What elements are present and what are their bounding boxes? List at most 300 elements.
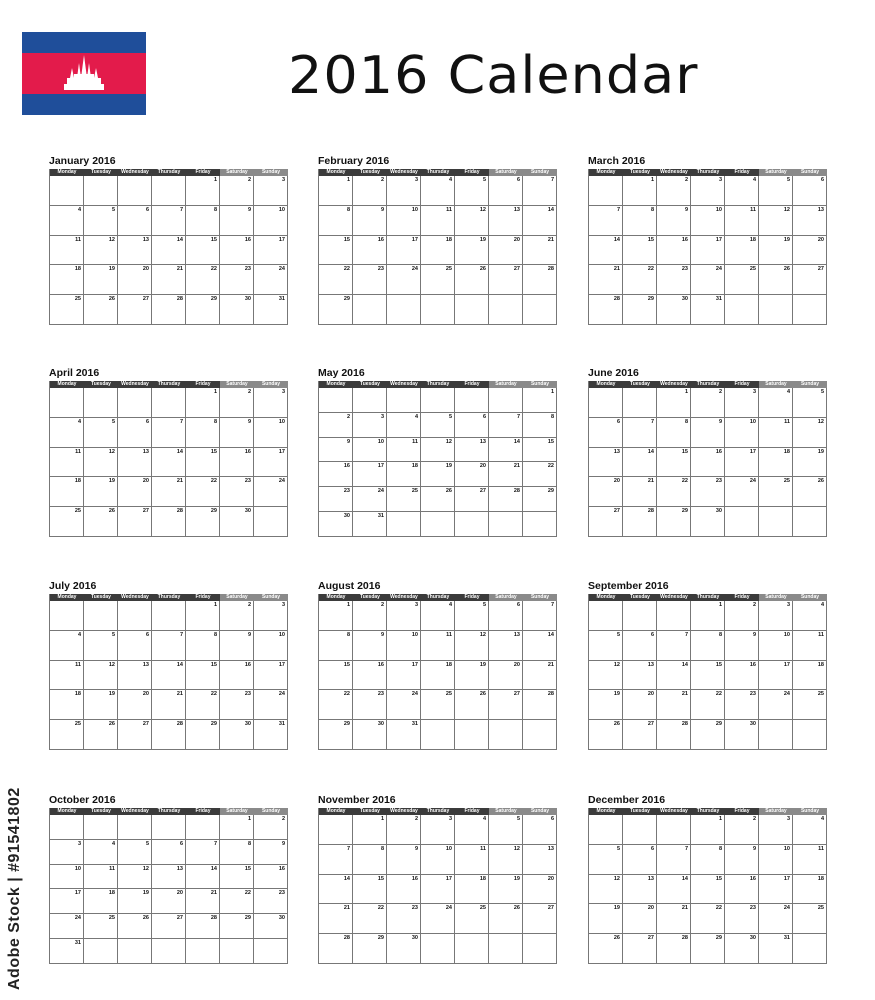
day-number: 7 <box>179 418 183 425</box>
day-cell <box>623 176 657 206</box>
day-cell <box>523 631 557 661</box>
day-number: 27 <box>547 905 554 912</box>
day-cell <box>186 865 220 890</box>
weekday-header: Tuesday <box>353 169 387 176</box>
day-cell <box>220 865 254 890</box>
day-number: 26 <box>479 691 486 698</box>
day-cell <box>254 601 288 631</box>
day-number: 29 <box>715 721 722 728</box>
day-cell <box>186 815 220 840</box>
day-cell <box>589 720 623 750</box>
day-cell <box>387 236 421 266</box>
day-number: 16 <box>244 448 251 455</box>
day-number: 13 <box>513 631 520 638</box>
day-cell <box>220 206 254 236</box>
day-cell <box>186 661 220 691</box>
day-cell <box>421 845 455 875</box>
day-cell <box>489 631 523 661</box>
day-number: 28 <box>613 296 620 303</box>
day-cell <box>387 413 421 438</box>
day-cell <box>319 438 353 463</box>
day-number: 20 <box>142 478 149 485</box>
day-number: 14 <box>176 661 183 668</box>
day-number: 22 <box>210 691 217 698</box>
day-cell <box>489 601 523 631</box>
day-number: 9 <box>718 418 722 425</box>
day-cell <box>152 388 186 418</box>
day-cell <box>589 601 623 631</box>
day-cell <box>623 236 657 266</box>
day-cell <box>220 914 254 939</box>
day-number: 23 <box>411 905 418 912</box>
day-number: 30 <box>715 508 722 515</box>
weekday-header: Monday <box>50 169 84 176</box>
day-cell <box>691 176 725 206</box>
day-number: 8 <box>213 418 217 425</box>
day-cell <box>623 388 657 418</box>
day-number: 1 <box>346 177 350 183</box>
day-number: 11 <box>480 845 486 852</box>
day-number: 28 <box>210 915 217 922</box>
day-number: 3 <box>380 413 384 420</box>
day-number: 29 <box>547 488 554 495</box>
day-cell <box>84 176 118 206</box>
day-cell <box>254 815 288 840</box>
day-number: 22 <box>715 691 722 698</box>
day-cell <box>489 295 523 325</box>
day-number: 24 <box>783 905 790 912</box>
day-number: 26 <box>479 266 486 273</box>
day-cell <box>759 176 793 206</box>
day-cell <box>353 176 387 206</box>
day-cell <box>84 507 118 537</box>
day-number: 14 <box>681 875 688 882</box>
day-cell <box>387 462 421 487</box>
day-number: 1 <box>213 389 217 395</box>
day-number: 15 <box>681 448 688 455</box>
day-cell <box>455 934 489 964</box>
day-cell <box>152 720 186 750</box>
day-cell <box>759 875 793 905</box>
month-title: February 2016 <box>318 155 390 167</box>
day-number: 22 <box>681 478 688 485</box>
weekday-header: Monday <box>50 381 84 388</box>
day-cell <box>186 388 220 418</box>
weekday-header: Thursday <box>152 381 186 388</box>
day-cell <box>254 265 288 295</box>
day-cell <box>657 206 691 236</box>
day-cell <box>691 875 725 905</box>
day-cell <box>657 265 691 295</box>
day-cell <box>489 438 523 463</box>
day-number: 6 <box>482 413 486 420</box>
day-number: 18 <box>445 236 452 243</box>
day-number: 22 <box>547 463 554 470</box>
day-cell <box>793 631 827 661</box>
day-cell <box>220 418 254 448</box>
day-number: 21 <box>176 691 183 698</box>
month-title: July 2016 <box>49 580 97 592</box>
day-cell <box>589 631 623 661</box>
day-cell <box>589 507 623 537</box>
day-cell <box>759 934 793 964</box>
day-number: 16 <box>681 236 688 243</box>
day-number: 17 <box>278 448 285 455</box>
day-cell <box>254 295 288 325</box>
day-cell <box>152 507 186 537</box>
day-cell <box>319 512 353 537</box>
day-number: 25 <box>817 691 824 698</box>
day-number: 27 <box>647 721 654 728</box>
day-cell <box>118 295 152 325</box>
day-cell <box>186 720 220 750</box>
day-cell <box>118 448 152 478</box>
month-title: April 2016 <box>49 367 100 379</box>
day-number: 24 <box>74 915 81 922</box>
month-grid <box>588 594 827 750</box>
day-number: 20 <box>647 691 654 698</box>
day-cell <box>421 690 455 720</box>
weekday-header: Friday <box>455 169 489 176</box>
day-number: 17 <box>783 661 790 668</box>
weekday-header: Monday <box>319 594 353 601</box>
day-cell <box>186 690 220 720</box>
day-number: 3 <box>281 177 285 183</box>
day-cell <box>725 815 759 845</box>
weekday-header: Thursday <box>421 594 455 601</box>
day-number: 17 <box>749 448 756 455</box>
day-cell <box>623 845 657 875</box>
day-cell <box>84 206 118 236</box>
day-cell <box>254 914 288 939</box>
day-number: 23 <box>343 488 350 495</box>
weekday-header: Monday <box>589 381 623 388</box>
day-cell <box>455 815 489 845</box>
day-cell <box>657 661 691 691</box>
day-number: 24 <box>411 266 418 273</box>
day-cell <box>186 295 220 325</box>
weekday-header: Wednesday <box>387 381 421 388</box>
day-number: 2 <box>346 413 350 420</box>
day-number: 1 <box>684 389 688 395</box>
weekday-header: Tuesday <box>84 808 118 815</box>
day-cell <box>455 295 489 325</box>
day-cell <box>455 487 489 512</box>
day-cell <box>759 295 793 325</box>
month-grid <box>588 169 827 325</box>
day-number: 9 <box>414 845 418 852</box>
day-number: 17 <box>74 890 81 897</box>
day-number: 20 <box>647 905 654 912</box>
day-cell <box>118 914 152 939</box>
day-cell <box>387 438 421 463</box>
day-number: 31 <box>783 935 790 942</box>
month-calendar <box>318 155 557 325</box>
day-cell <box>657 720 691 750</box>
day-cell <box>759 845 793 875</box>
day-number: 4 <box>77 206 81 213</box>
day-number: 9 <box>684 206 688 213</box>
day-number: 20 <box>142 266 149 273</box>
day-number: 1 <box>346 602 350 608</box>
weekday-header: Sunday <box>523 808 557 815</box>
day-number: 6 <box>145 206 149 213</box>
day-number: 18 <box>817 875 824 882</box>
day-number: 25 <box>74 508 81 515</box>
day-number: 13 <box>817 206 824 213</box>
weekday-header: Tuesday <box>623 381 657 388</box>
day-cell <box>489 845 523 875</box>
day-cell <box>84 388 118 418</box>
day-cell <box>50 388 84 418</box>
day-number: 14 <box>343 875 350 882</box>
month-grid <box>49 381 288 537</box>
day-cell <box>353 512 387 537</box>
day-number: 20 <box>479 463 486 470</box>
day-number: 8 <box>247 840 251 847</box>
day-cell <box>421 206 455 236</box>
day-number: 19 <box>142 890 149 897</box>
day-number: 1 <box>718 816 722 822</box>
day-number: 28 <box>176 508 183 515</box>
day-number: 14 <box>176 236 183 243</box>
day-number: 2 <box>684 177 688 183</box>
weekday-header: Wednesday <box>387 594 421 601</box>
day-cell <box>691 295 725 325</box>
day-number: 18 <box>479 875 486 882</box>
day-cell <box>489 875 523 905</box>
day-number: 12 <box>817 418 824 425</box>
day-cell <box>691 601 725 631</box>
day-number: 2 <box>380 177 384 183</box>
day-number: 2 <box>247 389 251 395</box>
weekday-header: Saturday <box>489 808 523 815</box>
day-number: 17 <box>377 463 384 470</box>
day-number: 29 <box>681 508 688 515</box>
day-number: 16 <box>244 236 251 243</box>
day-number: 2 <box>752 602 756 608</box>
day-cell <box>759 388 793 418</box>
day-cell <box>254 477 288 507</box>
weekday-header: Monday <box>589 808 623 815</box>
day-cell <box>421 934 455 964</box>
day-cell <box>50 939 84 964</box>
day-cell <box>387 265 421 295</box>
day-cell <box>691 418 725 448</box>
day-number: 31 <box>411 721 418 728</box>
day-cell <box>50 631 84 661</box>
day-cell <box>523 487 557 512</box>
month-title: December 2016 <box>588 794 666 806</box>
day-number: 5 <box>482 177 486 183</box>
day-cell <box>319 661 353 691</box>
day-number: 21 <box>176 478 183 485</box>
day-number: 15 <box>377 875 384 882</box>
day-cell <box>691 388 725 418</box>
day-cell <box>691 206 725 236</box>
day-number: 27 <box>817 266 824 273</box>
day-cell <box>759 477 793 507</box>
day-number: 1 <box>247 816 251 822</box>
day-number: 17 <box>278 661 285 668</box>
day-cell <box>319 206 353 236</box>
day-cell <box>353 413 387 438</box>
day-number: 14 <box>176 448 183 455</box>
day-number: 1 <box>213 177 217 183</box>
day-number: 17 <box>783 875 790 882</box>
month-calendar <box>318 580 557 750</box>
day-number: 28 <box>176 721 183 728</box>
day-number: 31 <box>715 296 722 303</box>
day-cell <box>691 720 725 750</box>
day-cell <box>84 815 118 840</box>
day-number: 3 <box>448 816 452 822</box>
day-cell <box>254 939 288 964</box>
day-cell <box>657 904 691 934</box>
day-number: 5 <box>111 631 115 638</box>
day-number: 29 <box>244 915 251 922</box>
day-cell <box>455 388 489 413</box>
day-number: 7 <box>650 418 654 425</box>
month-title: September 2016 <box>588 580 669 592</box>
weekday-header: Tuesday <box>623 169 657 176</box>
day-number: 21 <box>513 463 520 470</box>
day-cell <box>186 418 220 448</box>
day-cell <box>186 206 220 236</box>
day-number: 7 <box>684 631 688 638</box>
month-grid <box>49 169 288 325</box>
day-number: 10 <box>74 865 81 872</box>
day-number: 15 <box>647 236 654 243</box>
month-title: January 2016 <box>49 155 116 167</box>
day-cell <box>489 265 523 295</box>
day-cell <box>523 875 557 905</box>
day-number: 4 <box>820 816 824 822</box>
weekday-header: Thursday <box>421 169 455 176</box>
day-number: 25 <box>445 266 452 273</box>
weekday-header: Tuesday <box>353 594 387 601</box>
day-number: 12 <box>108 661 115 668</box>
day-number: 17 <box>445 875 452 882</box>
day-number: 10 <box>278 418 285 425</box>
day-number: 24 <box>715 266 722 273</box>
day-cell <box>523 176 557 206</box>
day-number: 9 <box>281 840 285 847</box>
day-cell <box>691 448 725 478</box>
weekday-header: Saturday <box>759 169 793 176</box>
day-number: 18 <box>74 266 81 273</box>
day-cell <box>489 206 523 236</box>
weekday-header: Friday <box>725 808 759 815</box>
day-cell <box>589 690 623 720</box>
day-cell <box>152 477 186 507</box>
day-cell <box>421 265 455 295</box>
day-cell <box>387 904 421 934</box>
day-number: 31 <box>74 940 81 947</box>
day-cell <box>50 295 84 325</box>
day-number: 1 <box>718 602 722 608</box>
day-cell <box>353 690 387 720</box>
day-cell <box>793 206 827 236</box>
day-number: 10 <box>783 845 790 852</box>
day-cell <box>319 295 353 325</box>
day-number: 7 <box>179 631 183 638</box>
day-number: 20 <box>176 890 183 897</box>
day-number: 7 <box>550 177 554 183</box>
day-number: 26 <box>108 508 115 515</box>
day-cell <box>523 601 557 631</box>
day-cell <box>152 601 186 631</box>
day-cell <box>186 176 220 206</box>
day-number: 8 <box>346 631 350 638</box>
day-number: 28 <box>681 721 688 728</box>
day-cell <box>319 388 353 413</box>
day-number: 21 <box>681 905 688 912</box>
day-number: 18 <box>74 691 81 698</box>
weekday-header: Wednesday <box>387 808 421 815</box>
day-cell <box>691 507 725 537</box>
day-cell <box>220 507 254 537</box>
day-number: 7 <box>550 602 554 608</box>
weekday-header: Wednesday <box>118 169 152 176</box>
day-cell <box>725 720 759 750</box>
day-number: 25 <box>817 905 824 912</box>
day-cell <box>523 845 557 875</box>
day-cell <box>589 875 623 905</box>
day-number: 8 <box>650 206 654 213</box>
day-cell <box>489 904 523 934</box>
day-number: 15 <box>715 875 722 882</box>
weekday-header: Saturday <box>759 808 793 815</box>
weekday-header: Tuesday <box>84 381 118 388</box>
day-cell <box>455 720 489 750</box>
day-cell <box>623 720 657 750</box>
day-number: 6 <box>820 177 824 183</box>
day-number: 7 <box>179 206 183 213</box>
weekday-header: Thursday <box>691 594 725 601</box>
day-cell <box>421 295 455 325</box>
day-number: 3 <box>414 177 418 183</box>
day-cell <box>421 875 455 905</box>
day-number: 19 <box>817 448 824 455</box>
weekday-header: Thursday <box>421 381 455 388</box>
day-cell <box>623 815 657 845</box>
day-cell <box>691 815 725 845</box>
day-number: 12 <box>445 438 452 445</box>
day-cell <box>523 388 557 413</box>
day-cell <box>254 507 288 537</box>
weekday-header: Friday <box>725 169 759 176</box>
day-number: 7 <box>516 413 520 420</box>
day-cell <box>84 720 118 750</box>
angkor-wat-icon <box>62 54 106 92</box>
day-cell <box>523 815 557 845</box>
day-number: 13 <box>142 661 149 668</box>
day-cell <box>387 295 421 325</box>
day-number: 1 <box>650 177 654 183</box>
day-number: 23 <box>377 691 384 698</box>
weekday-header: Wednesday <box>118 381 152 388</box>
day-cell <box>489 661 523 691</box>
day-number: 30 <box>411 935 418 942</box>
day-number: 4 <box>786 389 790 395</box>
day-number: 21 <box>681 691 688 698</box>
day-number: 4 <box>414 413 418 420</box>
day-cell <box>691 845 725 875</box>
weekday-header: Sunday <box>254 169 288 176</box>
day-number: 8 <box>346 206 350 213</box>
weekday-header: Friday <box>725 594 759 601</box>
